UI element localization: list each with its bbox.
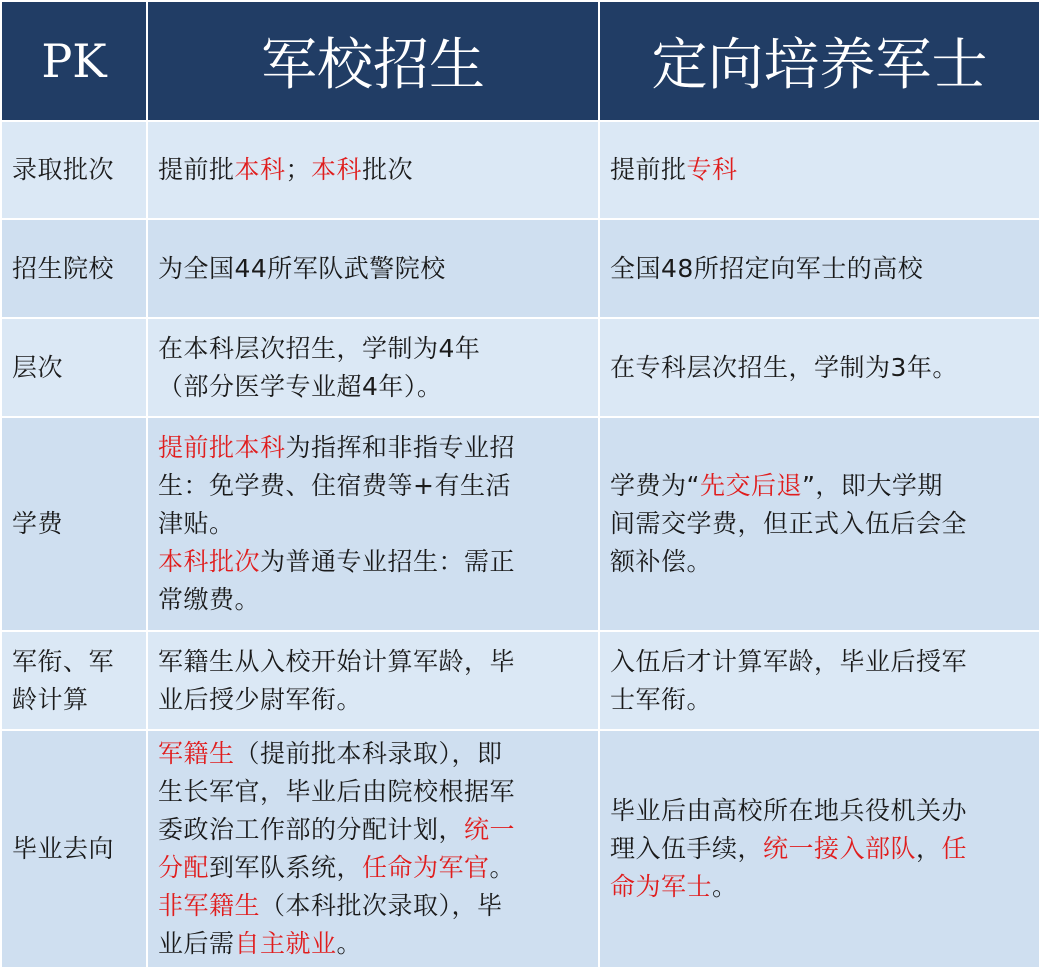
text-line xyxy=(158,887,590,925)
cell-nco xyxy=(599,318,1039,417)
text-run: 津贴。 xyxy=(158,509,235,538)
label-text xyxy=(2,505,146,543)
text-run: 生长军官，毕业后由院校根据军 xyxy=(158,777,516,806)
text-line xyxy=(158,467,590,505)
label-line: 学费 xyxy=(12,509,64,538)
highlight-text: 统一接入部队 xyxy=(763,834,917,863)
cell-academy xyxy=(147,219,599,318)
text-run: 到军队系统， xyxy=(209,853,363,882)
cell-academy xyxy=(147,631,599,730)
row-schools xyxy=(1,219,1039,318)
text-run: 常缴费。 xyxy=(158,585,261,614)
cell-text xyxy=(600,349,1039,387)
header-military-academy: 军校招生 xyxy=(147,1,599,121)
text-line xyxy=(158,849,590,887)
text-line xyxy=(610,467,1031,505)
cell-nco xyxy=(599,730,1039,968)
text-run: 毕业后由高校所在地兵役机关办 xyxy=(610,796,968,825)
text-run: （提前批本科录取），即 xyxy=(234,739,503,768)
text-line xyxy=(610,643,1031,681)
cell-text xyxy=(600,643,1039,719)
row-destination xyxy=(1,730,1039,968)
cell-text xyxy=(148,250,598,288)
header-pk: PK xyxy=(1,1,147,121)
text-run: （本科批次录取），毕 xyxy=(260,891,503,920)
highlight-text: 军籍生 xyxy=(158,739,235,768)
text-run: 委政治工作部的分配计划， xyxy=(158,815,465,844)
text-run: 学费为“ xyxy=(610,471,700,500)
highlight-text: 统一 xyxy=(464,815,516,844)
text-run: 额补偿。 xyxy=(610,547,713,576)
text-line xyxy=(158,773,590,811)
text-line xyxy=(158,330,590,368)
text-run: 为指挥和非指专业招 xyxy=(285,433,516,462)
highlight-text: 分配 xyxy=(158,853,210,882)
text-line xyxy=(158,925,590,963)
highlight-text: 本科 xyxy=(311,155,363,184)
cell-text xyxy=(600,250,1039,288)
cell-text xyxy=(600,151,1039,189)
text-line xyxy=(158,581,590,619)
row-label xyxy=(1,631,147,730)
text-line xyxy=(158,250,590,288)
highlight-text: 任 xyxy=(941,834,968,863)
text-line xyxy=(158,643,590,681)
label-text xyxy=(2,151,146,189)
text-run: 理入伍手续， xyxy=(610,834,764,863)
header-row xyxy=(1,1,1039,121)
text-line xyxy=(158,735,590,773)
highlight-text: 任命为军官 xyxy=(362,853,490,882)
text-line xyxy=(610,792,1031,830)
text-run: 批次 xyxy=(362,155,414,184)
cell-academy xyxy=(147,730,599,968)
label-line: 招生院校 xyxy=(12,253,115,283)
text-run: ； xyxy=(285,155,312,184)
label-line: 毕业去向 xyxy=(12,834,115,863)
highlight-text: 本科批次 xyxy=(158,547,261,576)
cell-text xyxy=(148,151,598,189)
text-line xyxy=(158,151,590,189)
text-run: ”，即大学期 xyxy=(801,471,943,500)
highlight-text: 提前批本科 xyxy=(158,433,286,462)
text-run: 。 xyxy=(336,929,363,958)
row-tuition xyxy=(1,417,1039,631)
row-level xyxy=(1,318,1039,417)
text-run: 为普通专业招生：需正 xyxy=(260,547,516,576)
text-line xyxy=(158,505,590,543)
text-run: 。 xyxy=(489,853,516,882)
label-line: 层次 xyxy=(12,352,64,382)
label-line: 录取批次 xyxy=(12,155,115,184)
highlight-text: 自主就业 xyxy=(234,929,337,958)
text-line xyxy=(610,151,1031,189)
cell-academy xyxy=(147,121,599,219)
text-line xyxy=(610,681,1031,719)
highlight-text: 命为军士 xyxy=(610,872,713,901)
text-line xyxy=(158,543,590,581)
highlight-text: 非军籍生 xyxy=(158,891,261,920)
cell-academy xyxy=(147,417,599,631)
text-run: 全国48所招定向军士的高校 xyxy=(610,253,924,283)
text-run: 军籍生从入校开始计算军龄，毕 xyxy=(158,646,516,676)
text-run: 业后授少尉军衔。 xyxy=(158,684,363,714)
text-line xyxy=(158,368,590,406)
label-text xyxy=(2,830,146,868)
text-line xyxy=(610,505,1031,543)
cell-text xyxy=(148,735,598,963)
label-line: 龄计算 xyxy=(12,684,89,714)
cell-nco xyxy=(599,631,1039,730)
cell-text xyxy=(148,429,598,619)
cell-nco xyxy=(599,121,1039,219)
text-run: 在专科层次招生，学制为3年。 xyxy=(610,352,958,382)
text-run: 提前批 xyxy=(158,155,235,184)
highlight-text: 先交后退 xyxy=(699,471,802,500)
label-text xyxy=(2,349,146,387)
row-label xyxy=(1,417,147,631)
cell-nco xyxy=(599,219,1039,318)
row-label xyxy=(1,219,147,318)
text-run: 业后需 xyxy=(158,929,235,958)
cell-text xyxy=(148,643,598,719)
highlight-text: 专科 xyxy=(686,155,738,184)
cell-academy xyxy=(147,318,599,417)
row-admission-batch xyxy=(1,121,1039,219)
row-rank-service xyxy=(1,631,1039,730)
text-line xyxy=(610,250,1031,288)
text-run: 为全国44所军队武警院校 xyxy=(158,253,446,283)
text-line xyxy=(158,429,590,467)
cell-text xyxy=(600,792,1039,906)
text-run: 在本科层次招生，学制为4年 xyxy=(158,333,481,363)
text-line xyxy=(158,811,590,849)
text-run: （部分医学专业超4年）。 xyxy=(158,371,443,401)
text-run: ， xyxy=(916,834,942,863)
row-label xyxy=(1,121,147,219)
text-run: 生：免学费、住宿费等+有生活 xyxy=(158,471,511,500)
text-line xyxy=(610,349,1031,387)
text-run: 入伍后才计算军龄，毕业后授军 xyxy=(610,646,968,676)
label-line: 军衔、军 xyxy=(12,646,115,676)
label-text xyxy=(2,250,146,288)
row-label xyxy=(1,318,147,417)
text-line xyxy=(610,868,1031,906)
cell-text xyxy=(600,467,1039,581)
text-run: 士军衔。 xyxy=(610,684,713,714)
text-run: 间需交学费，但正式入伍后会全 xyxy=(610,509,968,538)
text-line xyxy=(158,681,590,719)
text-run: 。 xyxy=(712,872,738,901)
highlight-text: 本科 xyxy=(234,155,286,184)
cell-nco xyxy=(599,417,1039,631)
cell-text xyxy=(148,330,598,406)
row-label xyxy=(1,730,147,968)
text-line xyxy=(610,543,1031,581)
text-line xyxy=(610,830,1031,868)
text-run: 提前批 xyxy=(610,155,687,184)
label-text xyxy=(2,643,146,719)
header-directed-nco: 定向培养军士 xyxy=(599,1,1039,121)
